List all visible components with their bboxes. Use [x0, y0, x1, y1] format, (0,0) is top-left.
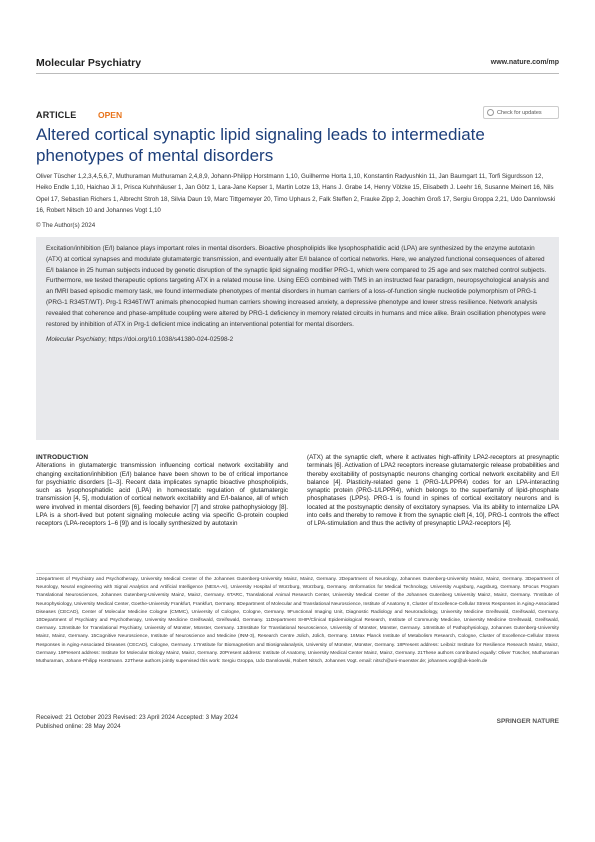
journal-website-link[interactable]: www.nature.com/mp — [490, 59, 559, 66]
citation-journal: Molecular Psychiatry — [46, 336, 105, 344]
header-divider — [36, 73, 559, 74]
publisher-logo: SPRINGER NATURE — [496, 718, 559, 725]
intro-heading: INTRODUCTION — [36, 454, 89, 461]
affiliations-footnote: 1Department of Psychiatry and Psychotherapy, University Medical Center of the Johannes Gutenberg-University Mainz, Mainz, Germany. 2Department of Neurology, Johannes Gutenberg-University Mainz, Mainz, Germany. 3Department of Neurology, Neural engineering with Signal Analytics and Artificial Intelligence (NESA-AI), University Hospital of Würzburg, Würzburg, Germany. 4Informatics for Medical Technology, University Augsburg, Augsburg, Germany. 5Focus Program Translational Neurosciences, Johannes Gutenberg-University Mainz, Mainz, Germany. 6TARC, Translational Animal Research Center, University Medical Center of the Johannes Gutenberg University Mainz, Mainz, Germany. 7Institute of Neurophysiology, University Medical Center, Goethe-University Frankfurt, Frankfurt, Germany. 8Department of Molecular and Translational Neuroscience, Institute of Anatomy II, Cluster of Excellence-Cellular Stress Responses in Aging-Associated Diseases (CECAD), Center of Molecular Medicine Cologne (CMMC), University of Cologne, Cologne, Germany. 9Functional Imaging Unit, Diagnostic Radiology and Neuroradiology, University Medicine Greifswald, Greifswald, Germany. 10Department of Psychiatry and Psychotherapy, University Medicine Greifswald, Greifswald, Germany. 11Department SHIP/Clinical Epidemiological Research, Institute of Community Medicine, University Medicine Greifswald, Greifswald, Germany. 12Institute for Translational Psychiatry, University of Münster, Münster, Germany. 13Institute for Translational Neuroscience, University of Münster, Münster, Germany. 14Institute of Pathophysiology, Johannes Gutenberg-University Mainz, Mainz, Germany. 15Cognitive Neuroscience, Institute of Neuroscience and Medicine (INM-3), Research Centre Jülich, Jülich, Germany. 16Max Planck Institute of Metabolism Research, Cologne, Cluster of Excellence-Cellular Stress Responses in Aging-Associated Diseases (CECAD), Cologne, Germany. 17Institute for Biomagnetism and Biosignalanalysis, University of Münster, Münster, Germany. 18Present address: Leibniz Institute for Resilience Research Mainz, Mainz, Germany. 19Present address: Institute for Molecular Biology Mainz, Mainz, Germany. 20Present address: Institute of Anatomy, University Medical Center Mainz, Mainz, Germany. 21These authors contributed equally: Oliver Tüscher, Muthuraman Muthuraman, Johann-Philipp Horstmann. 22These authors jointly supervised this work: Sergiu Groppa, Udo Dannlowski, Robert Nitsch, Johannes Vogt. email: nitsch@uni-muenster.de; johannes.vogt@uk-koeln.de — [36, 577, 559, 665]
citation-line — [46, 336, 549, 343]
update-check-icon — [487, 109, 494, 116]
abstract-box — [36, 237, 559, 440]
author-list: Oliver Tüscher 1,2,3,4,5,6,7, Muthuraman Muthuraman 2,4,8,9, Johann-Philipp Horstmann 1,10, Guilherme Horta 1,10, Konstantin Radyushkin 11, Jan Baumgart 11, Torfi Sigurdsson 12, Heiko Endle 1,10, Haichao Ji 1, Prisca Kuhnhäuser 1, Jan Götz 1, Lara-Jane Kepser 1, Martin Lotze 13, Hans J. Grabe 14, Henry Völzke 15, Elisabeth J. Leehr 16, Susanne Meinert 16, Nils Opel 17, Sebastian Richers 1, Albrecht Stroh 18, Silvia Daun 19, Marc Tittgemeyer 20, Timo Uphaus 2, Falk Steffen 2, Frauke Zipp 2, Joachim Groß 17, Sergiu Groppa 2,21, Udo Dannlowski 16, Robert Nitsch 10 and Johannes Vogt 1,10 — [36, 173, 556, 215]
article-title: Altered cortical synaptic lipid signaling leads to intermediate phenotypes of mental disorders — [36, 125, 485, 165]
intro-left-text: Alterations in glutamatergic transmission influencing cortical network excitability and changing excitation/inhibition (E/I) balance have been shown to be of critical importance for psychiatric disorders [1–3]. Recent data implicates synaptic bioactive phospholipids, such as lysophosphatidic acid (LPA) in homeostatic regulation of glutamatergic transmission [4, 5], modulation of cortical network excitability and E/I-balance, all of which were involved in mental disorders [6], feeding behavior [7] and stroke pathophysiology [8]. LPA is a short-lived but potent signaling molecule acting via specific G-protein coupled receptors (LPA-receptors 1–6 [9]) and is locally synthesized by autotaxin — [36, 462, 288, 528]
published-online: Published online: 28 May 2024 — [36, 723, 121, 730]
intro-right-text: (ATX) at the synaptic cleft, where it activates high-affinity LPA2-receptors at presynaptic terminals [6]. Activation of LPA2 receptors increase glutamatergic release probabilities and thereby excitability of postsynaptic neurons changing cortical network excitability and E/I balance [4]. Plasticity-related gene 1 (PRG-1/LPPR4) codes for an LPA-interacting synaptic protein (PRG-1/LPPR4), which belongs to the superfamily of lipid-phosphate phosphatases (LPPs). PRG-1 is found in spines of cortical excitatory neurons and is located at the postsynaptic density of excitatory synapses. Via its ability to internalize LPA into cells and thereby to remove it from the synaptic cleft [4, 10], PRG-1 controls the effect of LPA-stimulation and thus the activity of presynaptic LPA2-receptors [4]. — [307, 454, 559, 528]
publication-dates — [36, 713, 238, 731]
check-for-updates-label: Check for updates — [497, 109, 542, 116]
journal-name: Molecular Psychiatry — [36, 57, 142, 69]
received-revised-accepted: Received: 21 October 2023 Revised: 23 April 2024 Accepted: 3 May 2024 — [36, 714, 238, 721]
intro-left-column — [36, 454, 288, 529]
check-for-updates-button[interactable] — [483, 106, 559, 119]
intro-right-column — [307, 454, 559, 529]
citation-doi-link[interactable]: ; https://doi.org/10.1038/s41380-024-02598-2 — [104, 336, 234, 344]
article-type-label: ARTICLE — [36, 110, 77, 120]
footnote-divider — [36, 573, 559, 574]
copyright-notice: © The Author(s) 2024 — [36, 222, 96, 229]
abstract-text: Excitation/inhibition (E/I) balance plays important roles in mental disorders. Bioactive phospholipids like lysophosphatidic acid (LPA) are synthesized by the enzyme autotaxin (ATX) at cortical synapses and modulate glutamatergic transmission, and eventually alter E/I balance of cortical networks. Here, we analyzed functional consequences of altered E/I balance in 25 human subjects induced by genetic disruption of the synaptic lipid signaling modifier PRG-1, which were compared to 25 age and sex matched control subjects. Furthermore, we tested therapeutic options targeting ATX in a related mouse line. Using EEG combined with TMS in an instructed fear paradigm, neuropsychological analysis and an fMRI based episodic memory task, we found intermediate phenotypes of mental disorders in human carriers of a loss-of-function single nucleotide polymorphism of PRG-1 (PRG-1 R345T/WT). Prg-1 R346T/WT animals phenocopied human carriers showing increased anxiety, a depressive phenotype and lower stress resilience. Network analysis revealed that coherence and phase-amplitude coupling were altered by PRG-1 deficiency in memory related circuits in humans and mice alike. Brain oscillation phenotypes were restored by inhibition of ATX in Prg-1 deficient mice indicating an interventional potential for mental disorders. — [46, 245, 549, 328]
open-access-label: OPEN — [98, 110, 123, 120]
